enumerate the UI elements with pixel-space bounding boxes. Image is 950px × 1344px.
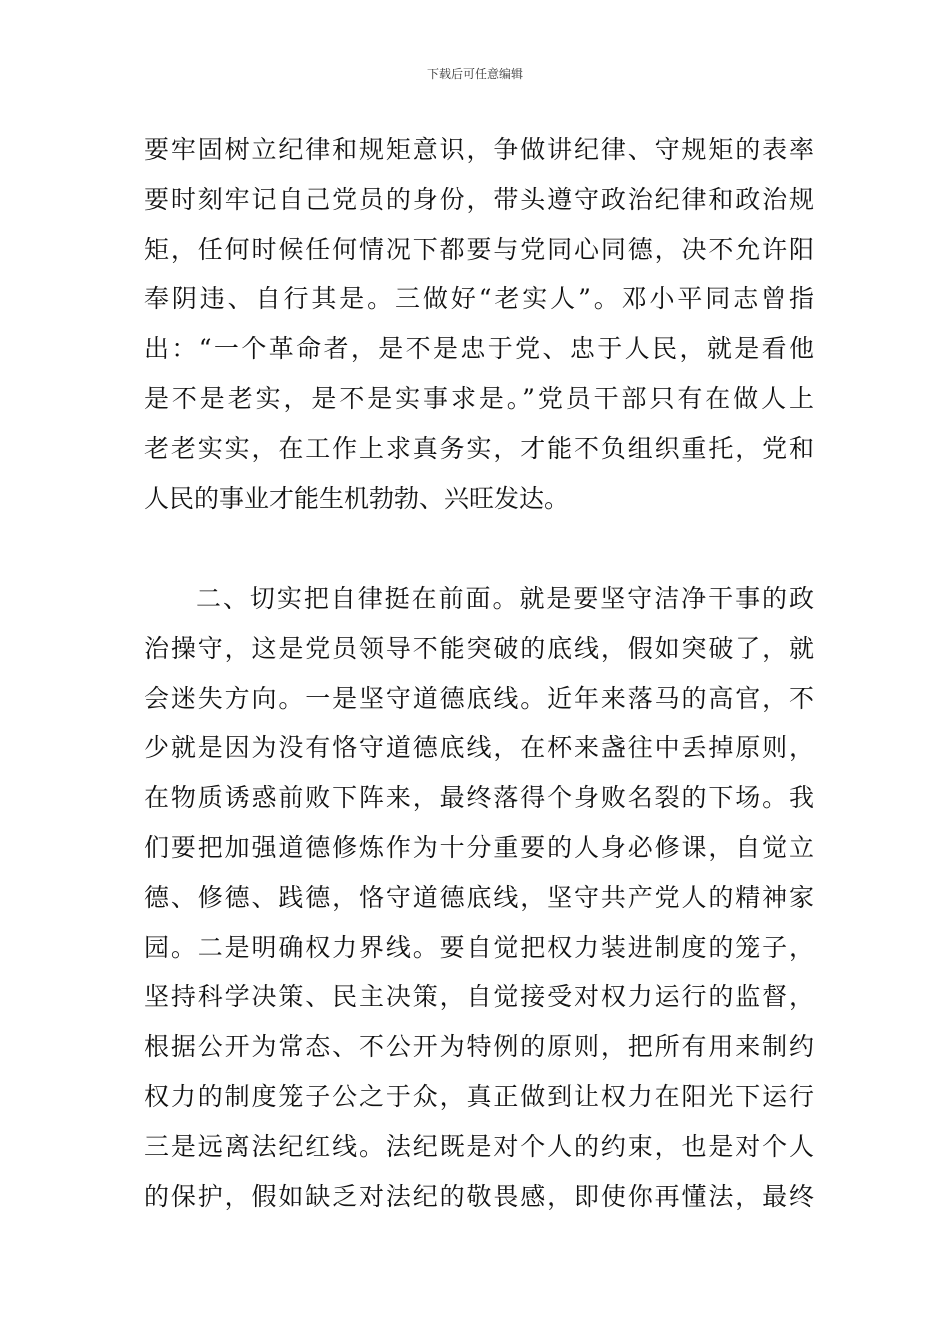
text-line: 们要把加强道德修炼作为十分重要的人身必修课，自觉立 — [144, 832, 814, 862]
text-line: 要牢固树立纪律和规矩意识，争做讲纪律、守规矩的表率 — [144, 135, 814, 164]
text-line: 出：“一个革命者，是不是忠于党、忠于人民，就是看他 — [144, 334, 814, 364]
text-line: 根据公开为常态、不公开为特例的原则，把所有用来制约 — [144, 1032, 814, 1062]
text-line: 矩，任何时候任何情况下都要与党同心同德，决不允许阳 — [144, 234, 814, 264]
text-line: 会迷失方向。一是坚守道德底线。近年来落马的高官，不 — [144, 683, 814, 713]
paragraph-2 — [144, 574, 814, 1221]
text-line: 二、切实把自律挺在前面。就是要坚守洁净干事的政 — [196, 584, 814, 613]
text-line: 人民的事业才能生机勃勃、兴旺发达。 — [144, 483, 570, 513]
text-line: 少就是因为没有恪守道德底线，在杯来盏往中丢掉原则， — [144, 733, 814, 763]
text-line: 在物质诱惑前败下阵来，最终落得个身败名裂的下场。我 — [144, 783, 814, 813]
text-line: 是不是老实，是不是实事求是。”党员干部只有在做人上 — [144, 383, 814, 413]
page-header: 下载后可任意编辑 — [426, 67, 523, 81]
text-line: 坚持科学决策、民主决策，自觉接受对权力运行的监督， — [144, 982, 814, 1012]
text-line: 园。二是明确权力界线。要自觉把权力装进制度的笼子， — [144, 932, 814, 962]
text-line: 权力的制度笼子公之于众，真正做到让权力在阳光下运行 — [144, 1081, 814, 1111]
text-line: 治操守，这是党员领导不能突破的底线，假如突破了，就 — [144, 633, 814, 663]
text-line: 的保护，假如缺乏对法纪的敬畏感，即使你再懂法，最终 — [144, 1181, 814, 1211]
text-line: 德、修德、践德，恪守道德底线，坚守共产党人的精神家 — [144, 882, 814, 912]
text-line: 老老实实，在工作上求真务实，才能不负组织重托，党和 — [144, 433, 814, 463]
text-line: 要时刻牢记自己党员的身份，带头遵守政治纪律和政治规 — [144, 184, 814, 214]
text-line: 三是远离法纪红线。法纪既是对个人的约束，也是对个人 — [144, 1131, 814, 1161]
paragraph-1 — [144, 125, 814, 523]
text-line: 奉阴违、自行其是。三做好“老实人”。邓小平同志曾指 — [144, 284, 814, 314]
